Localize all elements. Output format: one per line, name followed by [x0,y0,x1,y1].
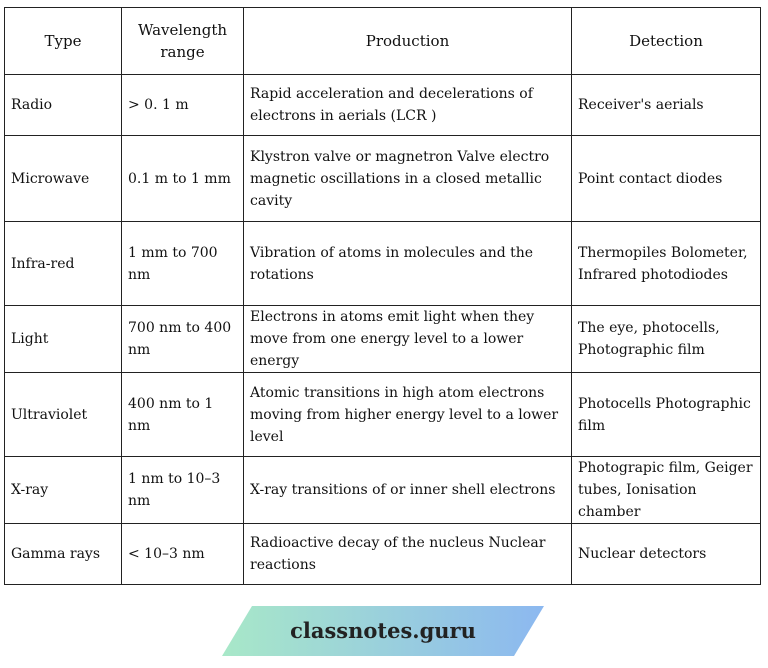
wavelength-cell: 1 mm to 700 nm [122,222,244,306]
site-logo[interactable] [222,606,544,656]
header-type: Type [5,8,122,75]
table-row [5,373,761,457]
production-cell: Atomic transitions in high atom electrons moving from higher energy level to a lower level [244,373,572,457]
header-production: Production [244,8,572,75]
production-cell: Rapid acceleration and decelerations of electrons in aerials (LCR ) [244,75,572,136]
type-cell: Microwave [5,136,122,222]
wavelength-cell: 1 nm to 10–3 nm [122,457,244,524]
detection-cell: The eye, photocells, Photographic film [572,306,761,373]
type-cell: Ultraviolet [5,373,122,457]
detection-cell: Nuclear detectors [572,524,761,585]
table-row [5,222,761,306]
header-detection: Detection [572,8,761,75]
table-row [5,306,761,373]
header-row [5,8,761,75]
detection-cell: Receiver's aerials [572,75,761,136]
type-cell: X-ray [5,457,122,524]
production-cell: Electrons in atoms emit light when they move from one energy level to a lower energy [244,306,572,373]
type-cell: Light [5,306,122,373]
logo-text: classnotes.guru [290,618,476,643]
table-row [5,524,761,585]
em-spectrum-table [4,7,761,585]
wavelength-cell: 0.1 m to 1 mm [122,136,244,222]
header-wavelength: Wavelength range [122,8,244,75]
detection-cell: Photocells Photographic film [572,373,761,457]
table-row [5,75,761,136]
detection-cell: Thermopiles Bolometer, Infrared photodiodes [572,222,761,306]
production-cell: X-ray transitions of or inner shell electrons [244,457,572,524]
type-cell: Gamma rays [5,524,122,585]
detection-cell: Point contact diodes [572,136,761,222]
wavelength-cell: > 0. 1 m [122,75,244,136]
wavelength-cell: < 10–3 nm [122,524,244,585]
wavelength-cell: 700 nm to 400 nm [122,306,244,373]
type-cell: Infra-red [5,222,122,306]
type-cell: Radio [5,75,122,136]
production-cell: Vibration of atoms in molecules and the rotations [244,222,572,306]
table-row [5,457,761,524]
production-cell: Klystron valve or magnetron Valve electro magnetic oscillations in a closed metallic cavity [244,136,572,222]
production-cell: Radioactive decay of the nucleus Nuclear reactions [244,524,572,585]
wavelength-cell: 400 nm to 1 nm [122,373,244,457]
detection-cell: Photograpic film, Geiger tubes, Ionisation chamber [572,457,761,524]
table-row [5,136,761,222]
